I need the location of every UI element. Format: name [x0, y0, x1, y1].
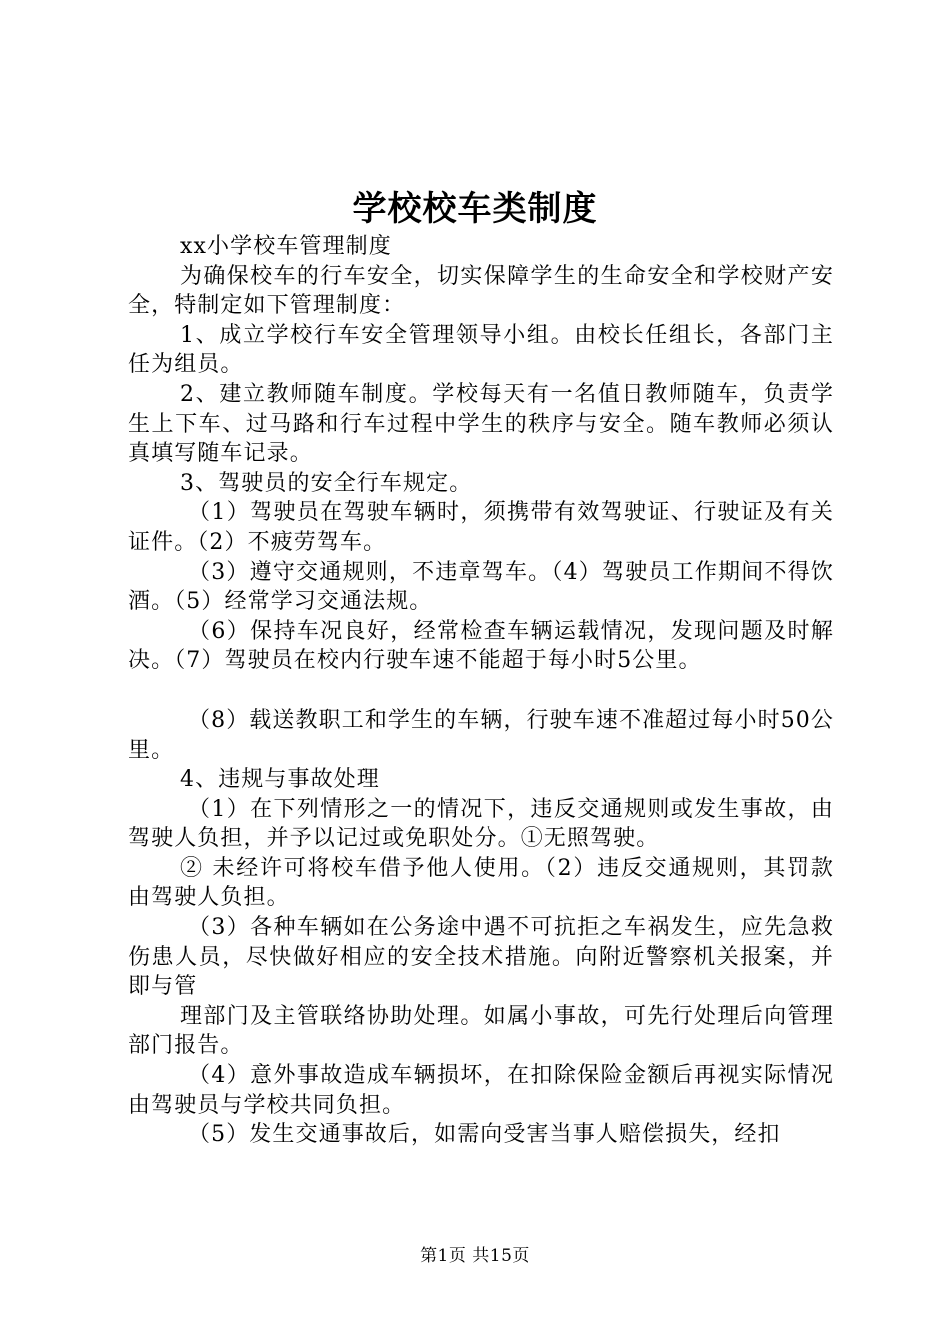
- rule-4-item-3: （3）各种车辆如在公务途中遇不可抗拒之车祸发生，应先急救伤患人员，尽快做好相应的安全技术措施。向附近警察机关报案，并即与管: [128, 915, 834, 1000]
- rule-4-heading: 4、违规与事故处理: [180, 767, 380, 793]
- rule-2-paragraph: 2、建立教师随车制度。学校每天有一名值日教师随车，负责学生上下车、过马路和行车过程中学生的秩序与安全。随车教师必须认真填写随车记录。: [128, 381, 834, 467]
- blank-line: [128, 676, 834, 706]
- rule-3-item-8: （8）载送教职工和学生的车辆，行驶车速不准超过每小时50公里。: [128, 707, 834, 763]
- document-title: 学校校车类制度: [352, 189, 598, 229]
- page-footer: 第1页 共15页: [420, 1246, 530, 1266]
- rule-3-item-3-5: （3）遵守交通规则，不违章驾车。（4）驾驶员工作期间不得饮酒。（5）经常学习交通法规。: [128, 559, 834, 615]
- rule-4-item-5: （5）发生交通事故后，如需向受害当事人赔偿损失，经扣: [188, 1122, 781, 1148]
- rule-4-item-1-2-continued: ② 未经许可将校车借予他人使用。（2）违反交通规则，其罚款由驾驶人负担。: [128, 855, 834, 911]
- rule-3-item-1-2: （1）驾驶员在驾驶车辆时，须携带有效驾驶证、行驶证及有关证件。（2）不疲劳驾车。: [128, 500, 834, 555]
- document-body: [128, 232, 834, 1150]
- subtitle-paragraph: xx小学校车管理制度: [180, 234, 392, 259]
- rule-1-paragraph: 1、成立学校行车安全管理领导小组。由校长任组长，各部门主任为组员。: [128, 322, 834, 378]
- rule-3-heading: 3、驾驶员的安全行车规定。: [180, 470, 473, 496]
- rule-4-item-3-continued: 理部门及主管联络协助处理。如属小事故，可先行处理后向管理部门报告。: [128, 1003, 834, 1059]
- intro-paragraph: 为确保校车的行车安全，切实保障学生的生命安全和学校财产安全，特制定如下管理制度：: [128, 263, 834, 319]
- rule-4-item-1: （1）在下列情形之一的情况下，违反交通规则或发生事故，由驾驶人负担，并予以记过或免职处分。①无照驾驶。: [128, 796, 834, 852]
- rule-4-item-4: （4）意外事故造成车辆损坏，在扣除保险金额后再视实际情况由驾驶员与学校共同负担。: [128, 1063, 834, 1118]
- rule-3-item-6-7: （6）保持车况良好，经常检查车辆运载情况，发现问题及时解决。（7）驾驶员在校内行驶车速不能超于每小时5公里。: [128, 618, 834, 674]
